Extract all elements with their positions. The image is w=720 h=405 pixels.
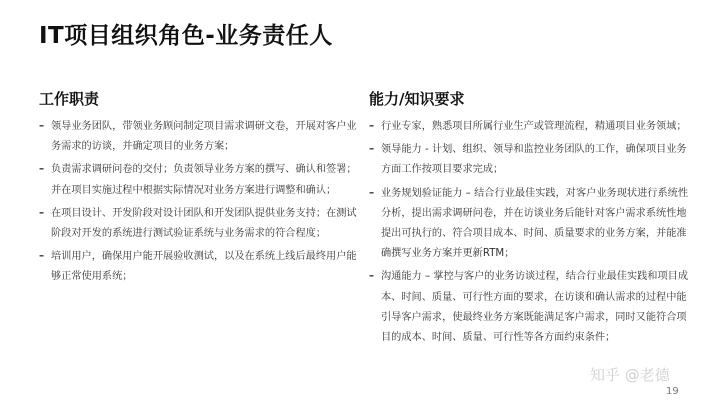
- bullet-dash: –: [39, 251, 45, 263]
- bullet-dash: –: [39, 121, 45, 132]
- list-item-text: 业务规划验证能力 – 结合行业最佳实践，对客户业务现状进行系统性分析，提出需求调研问卷，并在访谈业务后能针对客户需求系统性地提出可执行的、符合项目成本、时间、质量要求的业务方案，并能准确撰写业务方案并更新RTM；: [381, 187, 689, 260]
- list-item: [39, 247, 359, 287]
- list-item-text: 沟通能力 – 掌控与客户的业务访谈过程，结合行业最佳实践和项目成本、时间、质量、可行性方面的要求，在访谈和确认需求的过程中能引导客户需求，使最终业务方案既能满足客户需求，同时又能符合项目的成本、时间、质量、可行性等各方面约束条件；: [381, 271, 689, 344]
- list-item: [39, 160, 359, 200]
- page-number: 19: [666, 386, 679, 397]
- duties-list: [39, 117, 359, 288]
- list-item-text: 领导业务团队，带领业务顾问制定项目需求调研文卷，开展对客户业务需求的访谈，并确定项目的业务方案；: [51, 121, 357, 153]
- list-item: [39, 204, 359, 244]
- bullet-dash: –: [369, 144, 375, 156]
- list-item: [369, 267, 691, 348]
- watermark: 知乎 @老德: [590, 366, 670, 384]
- bullet-dash: –: [369, 271, 375, 283]
- bullet-dash: –: [369, 187, 375, 199]
- list-item-text: 负责需求调研问卷的交付；负责领导业务方案的撰写、确认和签署；并在项目实施过程中根据实际情况对业务方案进行调整和确认；: [51, 164, 357, 196]
- bullet-dash: –: [369, 121, 375, 132]
- list-item: [369, 140, 691, 180]
- list-item-text: 培训用户，确保用户能开展验收测试，以及在系统上线后最终用户能够正常使用系统；: [51, 251, 357, 283]
- requirements-column: [369, 88, 691, 351]
- list-item: [39, 117, 359, 157]
- bullet-dash: –: [39, 207, 45, 219]
- slide-title: IT项目组织角色-业务责任人: [39, 23, 333, 49]
- duties-column: [39, 88, 359, 291]
- bullet-dash: –: [39, 164, 45, 176]
- list-item: [369, 184, 691, 265]
- list-item-text: 在项目设计、开发阶段对设计团队和开发团队提供业务支持；在测试阶段对开发的系统进行测试验证系统与业务需求的符合程度；: [51, 207, 357, 240]
- requirements-heading: 能力/知识要求: [369, 90, 465, 108]
- duties-heading: 工作职责: [39, 90, 100, 108]
- requirements-list: [369, 117, 691, 348]
- list-item-text: 领导能力 - 计划、组织、领导和监控业务团队的工作，确保项目业务方面工作按项目要求完成；: [381, 144, 687, 176]
- list-item-text: 行业专家，熟悉项目所属行业生产或管理流程，精通项目业务领域；: [381, 121, 687, 132]
- list-item: [369, 117, 691, 137]
